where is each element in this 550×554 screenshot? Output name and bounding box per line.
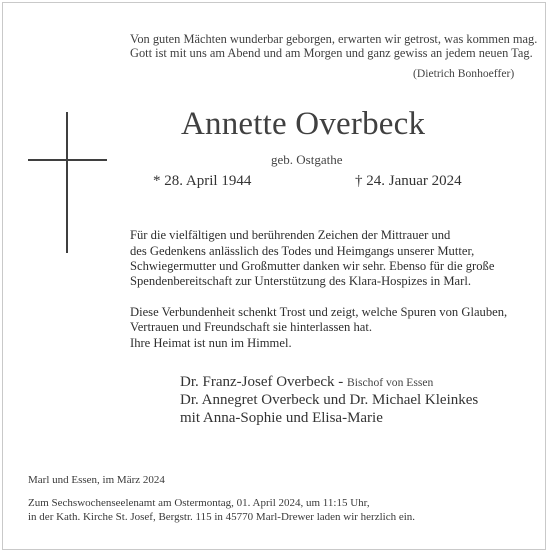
- body-p2-line-3: Ihre Heimat ist nun im Himmel.: [130, 336, 292, 350]
- cross-icon-bar: [28, 159, 107, 161]
- quote-line-2: Gott ist mit uns am Abend und am Morgen und ganz gewiss an jedem neuen Tag.: [130, 46, 533, 60]
- body-p1-line-2: des Gedenkens anlässlich des Todes und Heimgangs unserer Mutter,: [130, 244, 475, 258]
- body-p1-line-1: Für die vielfältigen und berührenden Zeichen der Mittrauer und: [130, 228, 451, 242]
- born-name: geb. Ostgathe: [271, 152, 343, 167]
- service-line-1: Zum Sechswochenseelenamt am Ostermontag, 01. April 2024, um 11:15 Uhr,: [28, 497, 370, 509]
- quote-line-1: Von guten Mächten wunderbar geborgen, erwarten wir getrost, was kommen mag.: [130, 32, 538, 46]
- body-p2-line-2: Vertrauen und Freundschaft sie hinterlassen hat.: [130, 320, 373, 334]
- signature-name-1: Dr. Franz-Josef Overbeck: [180, 374, 335, 390]
- body-p2-line-1: Diese Verbundenheit schenkt Trost und zeigt, welche Spuren von Glauben,: [130, 305, 508, 319]
- signature-separator: -: [334, 374, 348, 390]
- birth-date: * 28. April 1944: [153, 173, 252, 189]
- signature-line-1: [180, 374, 433, 391]
- signature-line-3: mit Anna-Sophie und Elisa-Marie: [180, 410, 383, 426]
- cross-icon: [66, 112, 68, 253]
- death-date: † 24. Januar 2024: [355, 173, 462, 189]
- deceased-name: Annette Overbeck: [181, 106, 426, 142]
- signature-title: Bischof von Essen: [347, 376, 434, 389]
- body-p1-line-3: Schwiegermutter und Großmutter danken wir sehr. Ebenso für die große: [130, 259, 495, 273]
- place-date: Marl und Essen, im März 2024: [28, 474, 165, 486]
- quote-author: (Dietrich Bonhoeffer): [413, 67, 515, 80]
- signature-line-2: Dr. Annegret Overbeck und Dr. Michael Kleinkes: [180, 392, 479, 408]
- service-line-2: in der Kath. Kirche St. Josef, Bergstr. 115 in 45770 Marl-Drewer laden wir herzlich ein.: [28, 511, 416, 523]
- body-p1-line-4: Spendenbereitschaft zur Unterstützung des Klara-Hospizes in Marl.: [130, 274, 471, 288]
